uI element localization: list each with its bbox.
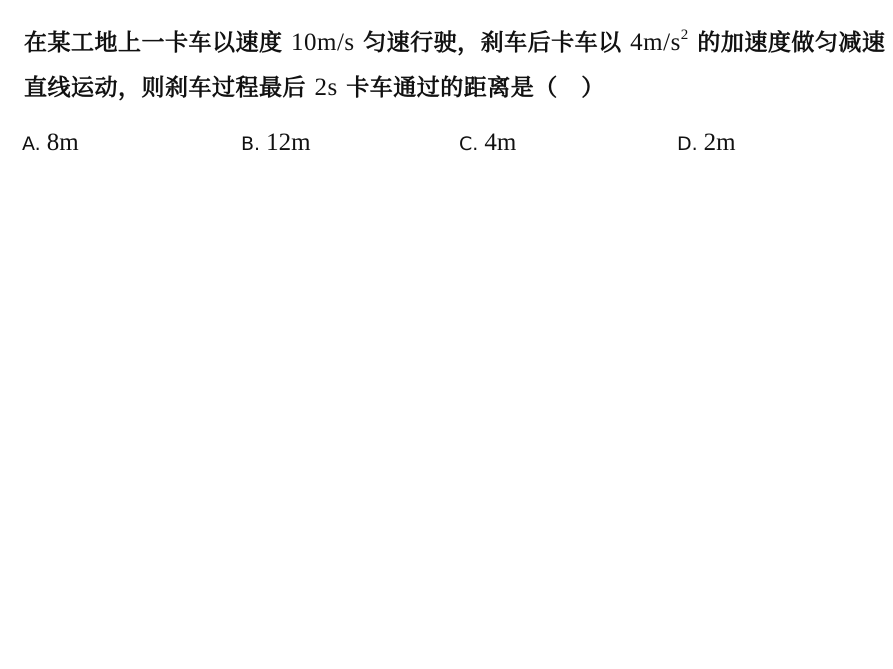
question-text-1: 在某工地上一卡车以速度 bbox=[24, 29, 283, 56]
acceleration-unit: 4m/s bbox=[630, 29, 681, 56]
option-c[interactable] bbox=[459, 127, 516, 159]
question-stem bbox=[24, 22, 886, 108]
option-d-letter: D. bbox=[677, 133, 698, 155]
option-d-value: 2m bbox=[703, 129, 736, 156]
acceleration-value bbox=[630, 29, 689, 56]
acceleration-exponent: 2 bbox=[680, 27, 689, 43]
question-text-3: 的加速度做匀减速直线运动，则刹车过程最后 bbox=[24, 29, 886, 101]
question-text-2: 匀速行驶，刹车后卡车以 bbox=[363, 29, 622, 56]
option-c-letter: C. bbox=[459, 133, 479, 155]
time-value: 2s bbox=[314, 74, 338, 101]
option-b-letter: B. bbox=[241, 133, 261, 155]
question-text-4: 卡车通过的距离是（ ） bbox=[346, 74, 605, 101]
answer-options bbox=[22, 127, 882, 159]
option-a[interactable] bbox=[22, 127, 79, 159]
option-d[interactable] bbox=[677, 127, 736, 159]
option-c-value: 4m bbox=[484, 129, 517, 156]
option-a-letter: A. bbox=[22, 133, 41, 155]
option-a-value: 8m bbox=[46, 129, 79, 156]
option-b-value: 12m bbox=[266, 129, 311, 156]
option-b[interactable] bbox=[241, 127, 311, 159]
speed-value: 10m/s bbox=[291, 29, 355, 56]
